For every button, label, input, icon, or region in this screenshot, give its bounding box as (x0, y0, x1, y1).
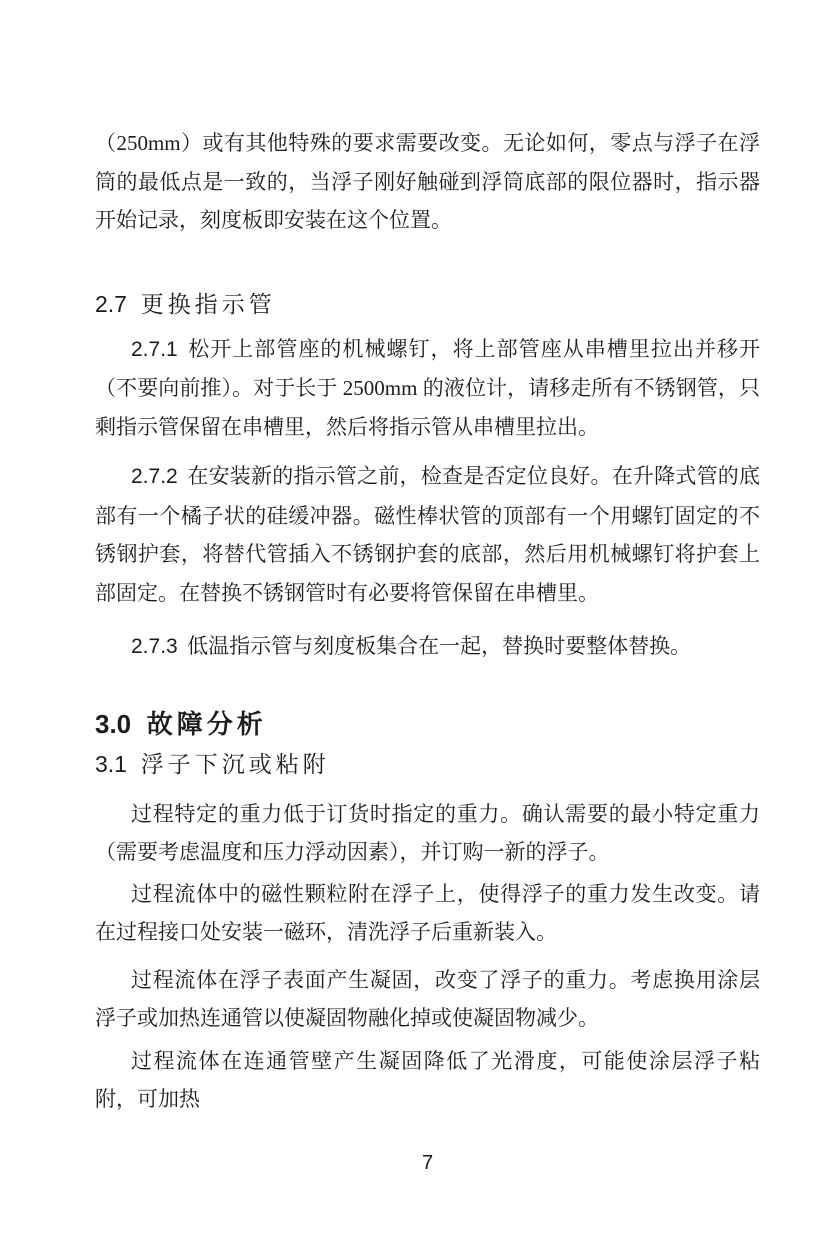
paragraph-3-1-b (95, 875, 760, 952)
section-title: 故障分析 (146, 709, 267, 739)
paragraph-number: 2.7.1 (131, 337, 178, 361)
paragraph-text: 过程特定的重力低于订货时指定的重力。确认需要的最小特定重力（需要考虑温度和压力浮动因素），并订购一新的浮子。 (95, 801, 760, 864)
paragraph-2-7-2 (95, 457, 760, 612)
intro-paragraph-text: （250mm）或有其他特殊的要求需要改变。无论如何，零点与浮子在浮筒的最低点是一致的，当浮子刚好触碰到浮筒底部的限位器时，指示器开始记录，刻度板即安装在这个位置。 (95, 131, 760, 232)
subsection-heading-3-1 (95, 748, 760, 781)
paragraph-2-7-3 (95, 627, 760, 667)
paragraph-3-1-c (95, 961, 760, 1038)
paragraph-number: 2.7.3 (131, 635, 178, 658)
paragraph-3-1-a (95, 795, 760, 872)
page-number: 7 (421, 1151, 434, 1174)
intro-paragraph (95, 124, 760, 240)
subsection-number: 3.1 (95, 750, 127, 777)
paragraph-text: 在安装新的指示管之前，检查是否定位良好。在升降式管的底部有一个橘子状的硅缓冲器。磁性棒状管的顶部有一个用螺钉固定的不锈钢护套，将替代管插入不锈钢护套的底部，然后用机械螺钉将护套上部固定。在替换不锈钢管时有必要将管保留在串槽里。 (95, 464, 760, 605)
paragraph-3-1-d (95, 1042, 760, 1119)
subsection-title: 浮子下沉或粘附 (140, 751, 330, 777)
section-heading-3-0 (95, 706, 760, 743)
section-number: 2.7 (95, 290, 127, 317)
paragraph-text: 过程流体在连通管壁产生凝固降低了光滑度，可能使涂层浮子粘附，可加热 (95, 1048, 760, 1111)
paragraph-text: 过程流体中的磁性颗粒附在浮子上，使得浮子的重力发生改变。请在过程接口处安装一磁环，清洗浮子后重新装入。 (95, 881, 760, 944)
paragraph-text: 低温指示管与刻度板集合在一起，替换时要整体替换。 (187, 634, 692, 658)
page-footer (95, 1151, 760, 1175)
paragraph-number: 2.7.2 (131, 465, 178, 488)
section-title: 更换指示管 (140, 291, 276, 317)
section-number: 3.0 (95, 708, 132, 739)
paragraph-text: 松开上部管座的机械螺钉，将上部管座从串槽里拉出并移开（不要向前推）。对于长于 2500mm 的液位计，请移走所有不锈钢管，只剩指示管保留在串槽里，然后将指示管从串槽里拉出。 (95, 336, 760, 439)
section-heading-2-7 (95, 288, 760, 321)
paragraph-2-7-1 (95, 330, 760, 447)
paragraph-text: 过程流体在浮子表面产生凝固，改变了浮子的重力。考虑换用涂层浮子或加热连通管以使凝固物融化掉或使凝固物减少。 (95, 967, 760, 1030)
